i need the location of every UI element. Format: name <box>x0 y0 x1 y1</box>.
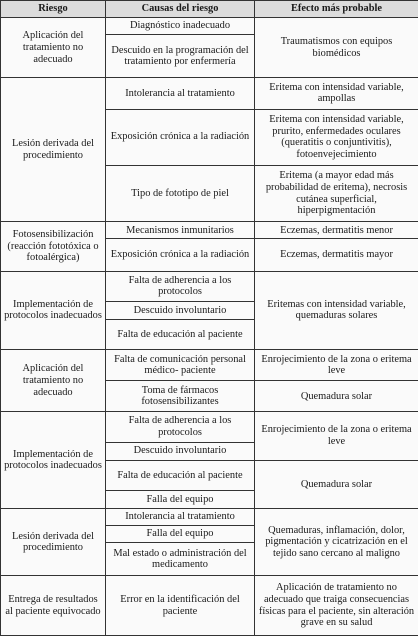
table-row <box>1 78 418 109</box>
riesgo-cell: Entrega de resultados al paciente equivocado <box>1 576 106 636</box>
riesgo-cell: Lesión derivada del procedimiento <box>1 509 106 576</box>
table-row <box>1 412 418 442</box>
efecto-cell: Enrojecimiento de la zona o eritema leve <box>255 350 418 381</box>
causa-cell: Mecanismos inmunitarios <box>106 222 255 239</box>
causa-cell: Exposición crónica a la radiación <box>106 109 255 165</box>
causa-cell: Falta de educación al paciente <box>106 460 255 490</box>
table-body <box>1 18 418 636</box>
header-row <box>1 1 418 18</box>
efecto-cell: Enrojecimiento de la zona o eritema leve <box>255 412 418 460</box>
causa-cell: Toma de fármacos fotosensibilizantes <box>106 381 255 412</box>
efecto-cell: Eczemas, dermatitis mayor <box>255 239 418 271</box>
efecto-cell: Eritema (a mayor edad más probabilidad de eritema), necrosis cutánea superficial, hiperpigmentación <box>255 165 418 221</box>
riesgo-cell: Implementación de protocolos inadecuados <box>1 412 106 509</box>
causa-cell: Falta de adherencia a los protocolos <box>106 412 255 442</box>
table-row <box>1 350 418 381</box>
riesgo-cell: Implementación de protocolos inadecuados <box>1 271 106 349</box>
efecto-cell: Aplicación de tratamiento no adecuado que traiga consecuencias físicas para el paciente, sin alteración grave en su salud <box>255 576 418 636</box>
table-row <box>1 271 418 301</box>
riesgo-cell: Lesión derivada del procedimiento <box>1 78 106 222</box>
efecto-cell: Eczemas, dermatitis menor <box>255 222 418 239</box>
efecto-cell: Quemadura solar <box>255 381 418 412</box>
causa-cell: Error en la identificación del paciente <box>106 576 255 636</box>
causa-cell: Mal estado o administración del medicamento <box>106 543 255 576</box>
efecto-cell: Quemadura solar <box>255 460 418 508</box>
header-riesgo: Riesgo <box>1 1 106 18</box>
riesgo-cell: Aplicación del tratamiento no adecuado <box>1 18 106 78</box>
efecto-cell: Eritema con intensidad variable, ampollas <box>255 78 418 109</box>
efecto-cell: Eritema con intensidad variable, prurito, enfermedades oculares (queratitis o conjuntivitis), fotoenvejecimiento <box>255 109 418 165</box>
causa-cell: Falta de educación al paciente <box>106 319 255 349</box>
causa-cell: Falla del equipo <box>106 526 255 543</box>
table-row <box>1 509 418 526</box>
causa-cell: Descuido en la programación del tratamiento por enfermería <box>106 35 255 78</box>
causa-cell: Falla del equipo <box>106 490 255 508</box>
causa-cell: Tipo de fototipo de piel <box>106 165 255 221</box>
riesgo-cell: Aplicación del tratamiento no adecuado <box>1 350 106 412</box>
causa-cell: Falta de comunicación personal médico- paciente <box>106 350 255 381</box>
causa-cell: Descuido involuntario <box>106 442 255 460</box>
causa-cell: Intolerancia al tratamiento <box>106 509 255 526</box>
causa-cell: Descuido involuntario <box>106 301 255 319</box>
riesgo-cell: Fotosensibilización (reacción fototóxica o fotoalérgica) <box>1 222 106 271</box>
table-row <box>1 222 418 239</box>
header-causas: Causas del riesgo <box>106 1 255 18</box>
efecto-cell: Eritemas con intensidad variable, quemaduras solares <box>255 271 418 349</box>
table-row <box>1 576 418 636</box>
efecto-cell: Quemaduras, inflamación, dolor, pigmentación y cicatrización en el tejido sano cercano al maligno <box>255 509 418 576</box>
causa-cell: Exposición crónica a la radiación <box>106 239 255 271</box>
causa-cell: Diagnóstico inadecuado <box>106 18 255 35</box>
causa-cell: Intolerancia al tratamiento <box>106 78 255 109</box>
header-efecto: Efecto más probable <box>255 1 418 18</box>
efecto-cell: Traumatismos con equipos biomédicos <box>255 18 418 78</box>
causa-cell: Falta de adherencia a los protocolos <box>106 271 255 301</box>
table-row <box>1 18 418 35</box>
